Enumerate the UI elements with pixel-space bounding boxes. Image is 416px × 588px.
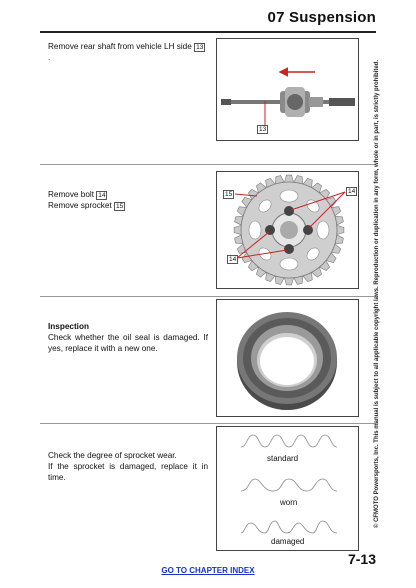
callout-14: 14 [229, 256, 237, 263]
label-standard: standard [267, 454, 299, 463]
standard-tooth-profile [241, 435, 337, 447]
callout-13: 13 [259, 126, 267, 133]
chapter-index-link[interactable]: GO TO CHAPTER INDEX [161, 566, 255, 575]
oil-seal-illustration [217, 300, 358, 416]
step-text: Remove rear shaft from vehicle LH side [48, 42, 192, 51]
damaged-tooth-profile [241, 521, 337, 533]
wear-check-text: If the sprocket is damaged, replace it in time. [48, 462, 208, 482]
step-text: Remove sprocket [48, 201, 112, 210]
label-worn: worn [280, 498, 298, 507]
step-remove-rear-shaft [48, 41, 208, 63]
inspection-oil-seal [48, 321, 208, 354]
rear-shaft-figure [216, 38, 359, 141]
copyright-text: © CFMOTO Powersports, Inc. This manual is subject to all applicable copyright laws. Reproduction or duplication in any form, whole or in part, is strictly prohibited. [374, 59, 380, 529]
section-divider [40, 423, 376, 424]
oil-seal-bore [260, 337, 314, 385]
check-sprocket-wear [48, 450, 208, 483]
callout-15: 15 [225, 191, 233, 198]
step-text-continued: . [48, 53, 51, 62]
sprocket-figure [216, 171, 359, 289]
rear-shaft-illustration [217, 39, 358, 140]
label-damaged: damaged [271, 537, 305, 546]
callout-14: 14 [348, 188, 356, 195]
step-remove-sprocket [48, 189, 208, 211]
wear-check-text: Check the degree of sprocket wear. [48, 451, 177, 460]
sprocket-illustration [217, 172, 358, 288]
ref-box: 13 [196, 44, 204, 51]
page-title: 07 Suspension [267, 9, 376, 26]
step-text: Remove bolt [48, 190, 94, 199]
oil-seal-figure [216, 299, 359, 417]
section-divider [40, 164, 376, 165]
sprocket-wear-figure [216, 426, 359, 551]
inspection-text: Check whether the oil seal is damaged. If yes, replace it with a new one. [48, 333, 208, 353]
worn-tooth-profile [241, 479, 337, 491]
inspection-heading: Inspection [48, 322, 89, 331]
ref-box: 14 [98, 192, 106, 199]
copyright-notice [372, 59, 382, 529]
page-number: 7-13 [347, 551, 376, 567]
section-divider [40, 296, 376, 297]
ref-box: 15 [116, 203, 124, 210]
header-rule [40, 31, 376, 33]
tooth-profile-illustration [217, 427, 358, 550]
